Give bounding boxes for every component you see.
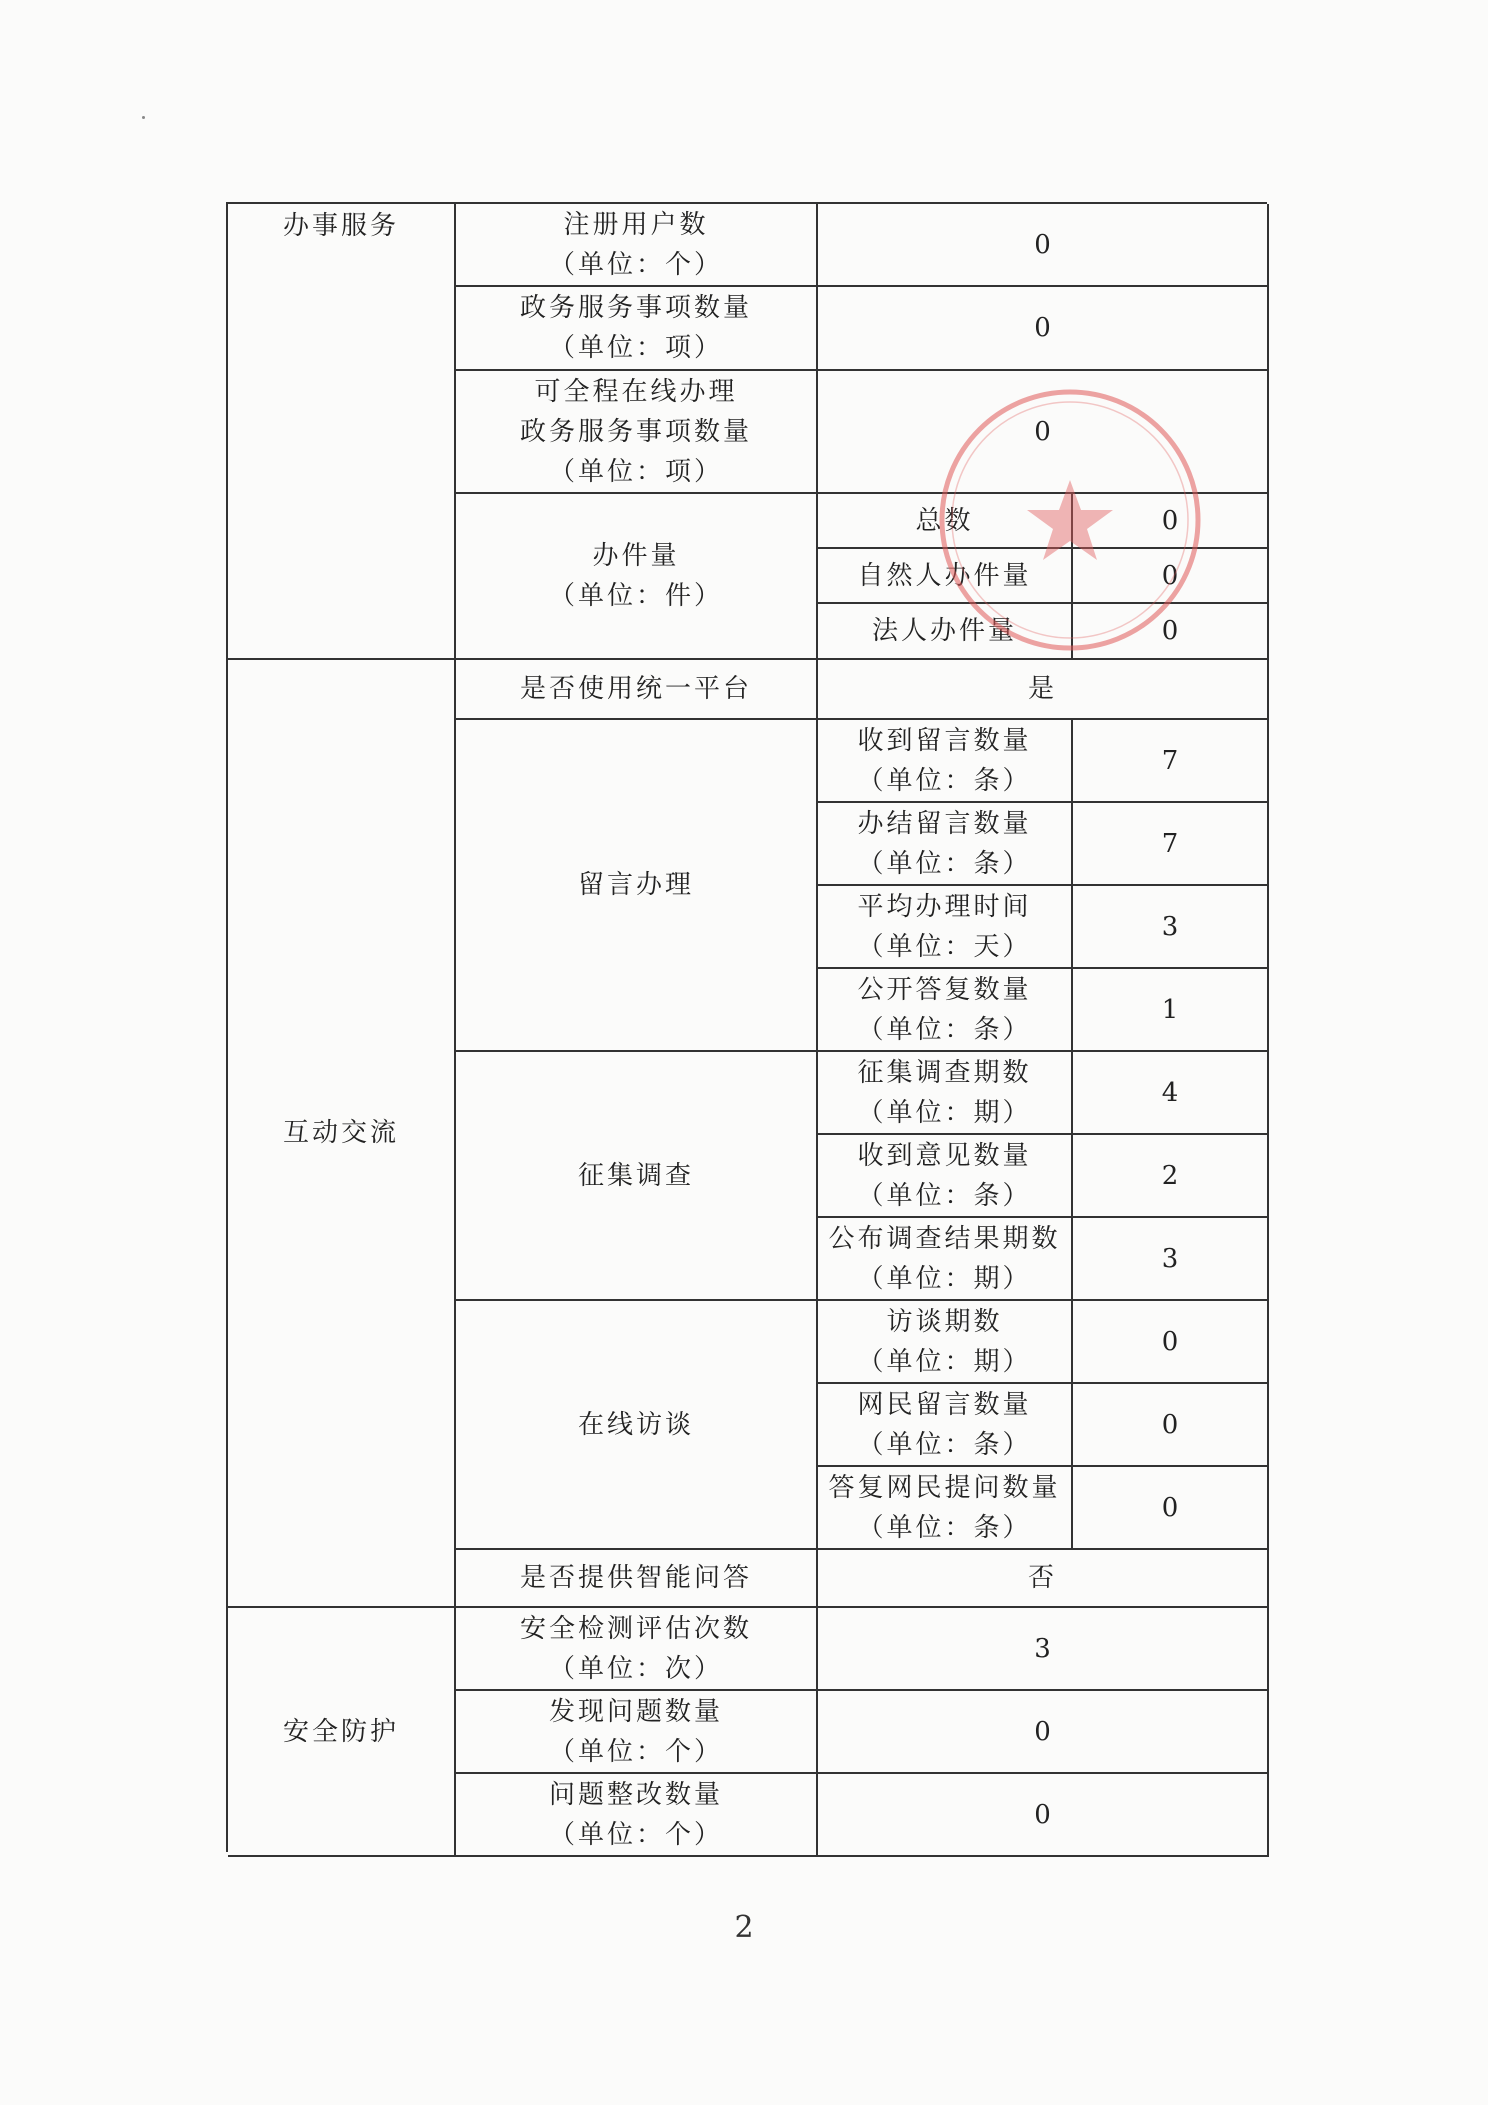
- interview-periods-label: 访谈期数 （单位：期）: [818, 1301, 1073, 1384]
- messages-public-replies-value: 1: [1073, 969, 1269, 1052]
- messages-label: 留言办理: [456, 720, 818, 1052]
- interview-messages-value: 0: [1073, 1384, 1269, 1467]
- messages-received-value: 7: [1073, 720, 1269, 803]
- survey-periods-label: 征集调查期数 （单位：期）: [818, 1052, 1073, 1135]
- section-interaction: 互动交流: [228, 660, 456, 1608]
- page-number: 2: [734, 1910, 754, 1945]
- messages-public-replies-label: 公开答复数量 （单位：条）: [818, 969, 1073, 1052]
- survey-label: 征集调查: [456, 1052, 818, 1301]
- registered-users-label: 注册用户数 （单位：个）: [456, 204, 818, 287]
- service-items-label: 政务服务事项数量 （单位：项）: [456, 287, 818, 371]
- unified-platform-value: 是: [818, 660, 1269, 720]
- security-problems-label: 发现问题数量 （单位：个）: [456, 1691, 818, 1774]
- handling-total-label: 总数: [818, 494, 1073, 549]
- unified-platform-label: 是否使用统一平台: [456, 660, 818, 720]
- smart-qa-value: 否: [818, 1550, 1269, 1608]
- security-assessments-label: 安全检测评估次数 （单位：次）: [456, 1608, 818, 1691]
- online-items-value: 0: [818, 371, 1269, 494]
- security-assessments-value: 3: [818, 1608, 1269, 1691]
- interview-periods-value: 0: [1073, 1301, 1269, 1384]
- handling-natural-label: 自然人办件量: [818, 549, 1073, 604]
- handling-legal-value: 0: [1073, 604, 1269, 660]
- survey-results-label: 公布调查结果期数 （单位：期）: [818, 1218, 1073, 1301]
- messages-completed-label: 办结留言数量 （单位：条）: [818, 803, 1073, 886]
- section-security: 安全防护: [228, 1608, 456, 1857]
- survey-results-value: 3: [1073, 1218, 1269, 1301]
- handling-legal-label: 法人办件量: [818, 604, 1073, 660]
- messages-avg-time-value: 3: [1073, 886, 1269, 969]
- interview-label: 在线访谈: [456, 1301, 818, 1550]
- handling-label: 办件量 （单位：件）: [456, 494, 818, 660]
- service-items-value: 0: [818, 287, 1269, 371]
- messages-avg-time-label: 平均办理时间 （单位：天）: [818, 886, 1073, 969]
- security-problems-value: 0: [818, 1691, 1269, 1774]
- interview-answers-value: 0: [1073, 1467, 1269, 1550]
- survey-opinions-value: 2: [1073, 1135, 1269, 1218]
- handling-total-value: 0: [1073, 494, 1269, 549]
- registered-users-value: 0: [818, 204, 1269, 287]
- survey-periods-value: 4: [1073, 1052, 1269, 1135]
- statistics-table: [226, 202, 1267, 1852]
- messages-completed-value: 7: [1073, 803, 1269, 886]
- security-fixed-value: 0: [818, 1774, 1269, 1857]
- online-items-label: 可全程在线办理 政务服务事项数量 （单位：项）: [456, 371, 818, 494]
- survey-opinions-label: 收到意见数量 （单位：条）: [818, 1135, 1073, 1218]
- smart-qa-label: 是否提供智能问答: [456, 1550, 818, 1608]
- security-fixed-label: 问题整改数量 （单位：个）: [456, 1774, 818, 1857]
- interview-answers-label: 答复网民提问数量 （单位：条）: [818, 1467, 1073, 1550]
- interview-messages-label: 网民留言数量 （单位：条）: [818, 1384, 1073, 1467]
- scan-speck: [142, 116, 145, 119]
- handling-natural-value: 0: [1073, 549, 1269, 604]
- messages-received-label: 收到留言数量 （单位：条）: [818, 720, 1073, 803]
- section-service: 办事服务: [228, 204, 456, 660]
